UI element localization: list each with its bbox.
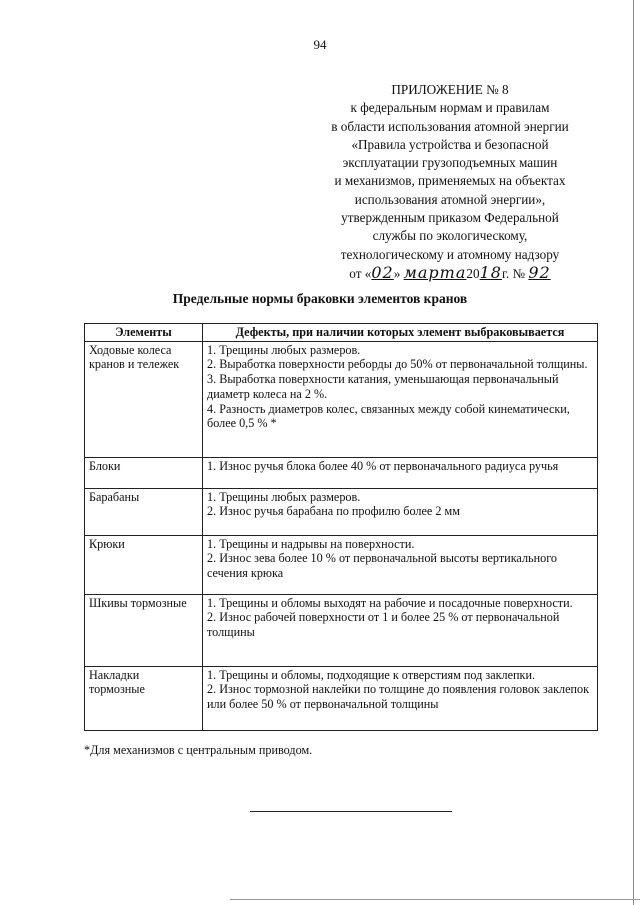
defects-cell	[203, 666, 598, 730]
appendix-line: в области использования атомной энергии	[331, 118, 569, 134]
table-row	[85, 341, 598, 457]
defect-item: 1. Трещины и надрывы на поверхности.	[207, 536, 415, 551]
appendix-line: и механизмов, применяемых на объектах	[334, 173, 566, 189]
element-cell: Ходовые колеса кранов и тележек	[85, 341, 203, 457]
appendix-line: ПРИЛОЖЕНИЕ № 8	[391, 82, 509, 97]
table-row	[85, 488, 598, 535]
defect-item: 2. Выработка поверхности реборды до 50% от первоначальной толщины.	[207, 357, 588, 372]
defect-item: 2. Износ тормозной наклейки по толщине до появления головок заклепок или более 50 % от первоначальной толщины	[207, 682, 590, 712]
defect-item: 1. Трещины и обломы, подходящие к отверстиям под заклепки.	[207, 667, 536, 682]
defect-item: 4. Разность диаметров колес, связанных между собой кинематически, более 0,5 % *	[207, 401, 570, 431]
appendix-line: утвержденным приказом Федеральной	[341, 210, 559, 226]
order-date-prefix: от «	[349, 265, 372, 281]
defects-cell	[203, 488, 598, 535]
defect-item: 1. Трещины и обломы выходят на рабочие и посадочные поверхности.	[207, 595, 573, 610]
defects-cell	[203, 535, 598, 594]
table-row	[85, 457, 598, 488]
column-header-defects: Дефекты, при наличии которых элемент выбраковывается	[203, 324, 598, 342]
defects-cell	[203, 594, 598, 666]
order-month-handwritten: марта	[403, 262, 467, 282]
defect-item: 1. Трещины любых размеров.	[207, 342, 361, 357]
defects-cell	[203, 341, 598, 457]
appendix-line: «Правила устройства и безопасной	[351, 136, 549, 152]
order-year-prefix: 20	[466, 265, 480, 281]
table-row	[85, 535, 598, 594]
scan-edge-bottom	[230, 899, 640, 900]
rejection-norms-table	[84, 323, 598, 731]
element-cell: Крюки	[85, 535, 203, 594]
document-title: Предельные нормы браковки элементов кранов	[172, 291, 468, 306]
appendix-line: к федеральным нормам и правилам	[350, 100, 550, 116]
separator-line	[250, 811, 452, 812]
table-row	[85, 594, 598, 666]
order-year-handwritten: 18	[479, 262, 502, 282]
element-cell: Блоки	[85, 457, 203, 488]
footnote: *Для механизмов с центральным приводом.	[84, 743, 313, 757]
scan-edge-right	[633, 0, 634, 905]
order-number-handwritten: 92	[528, 262, 551, 282]
defect-item: 2. Износ зева более 10 % от первоначальной высоты вертикального сечения крюка	[207, 551, 557, 581]
column-header-elements: Элементы	[85, 324, 203, 342]
defect-item: 3. Выработка поверхности катания, уменьшающая первоначальный диаметр колеса на 2 %.	[207, 372, 559, 401]
element-cell: Шкивы тормозные	[85, 594, 203, 666]
defect-item: 2. Износ ручья барабана по профилю более 2 мм	[207, 504, 460, 519]
order-date-mid: »	[393, 265, 404, 281]
element-cell: Барабаны	[85, 488, 203, 535]
defects-cell	[203, 457, 598, 488]
order-date-line	[300, 264, 600, 283]
defect-item: 1. Трещины любых размеров.	[207, 489, 361, 504]
table-row	[85, 666, 598, 730]
order-number-prefix: г. №	[501, 265, 529, 281]
page-number: 94	[313, 37, 327, 52]
appendix-line: использования атомной энергии»,	[354, 191, 546, 207]
appendix-line: службы по экологическому,	[372, 228, 528, 244]
appendix-line: технологическому и атомному надзору	[340, 246, 560, 262]
appendix-header	[300, 81, 600, 283]
element-cell: Накладки тормозные	[85, 666, 203, 730]
appendix-line: эксплуатации грузоподъемных машин	[342, 155, 558, 171]
defect-item: 1. Износ ручья блока более 40 % от первоначального радиуса ручья	[207, 458, 559, 473]
order-day-handwritten: 02	[371, 262, 394, 282]
defect-item: 2. Износ рабочей поверхности от 1 и более 25 % от первоначальной толщины	[207, 610, 560, 640]
table-header-row	[85, 324, 598, 342]
